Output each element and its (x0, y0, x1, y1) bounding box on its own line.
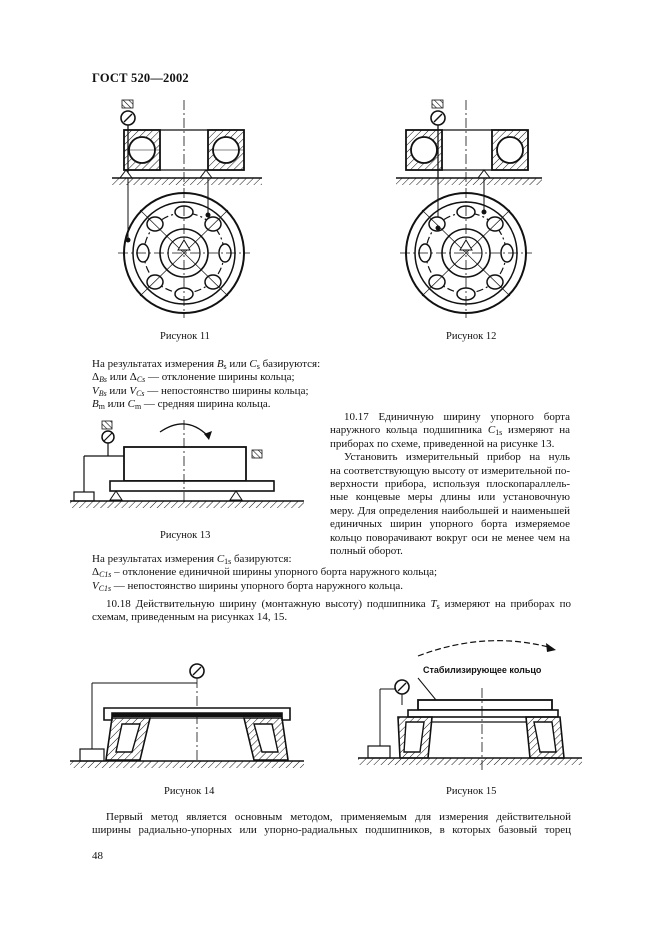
page-header-title: ГОСТ 520—2002 (92, 71, 189, 85)
block1-measurement-basis: На результатах измерения $B_s$ или $C_s$ базируются: $\Delta_{Bs}$ или $\Delta_{Cs}$ — отклонение ширины кольца; $V_{Bs}$ или $V_{Cs}$ — непостоянство ширины кольца; $B_m$ или $C_m$ — средняя ширина кольца. (92, 358, 321, 412)
caption-fig13: Рисунок 13 (160, 530, 211, 541)
caption-fig11: Рисунок 11 (160, 331, 210, 342)
fig13-drawing (70, 420, 304, 508)
fig11-bearing-section (112, 100, 262, 186)
fig15-stabilizing-ring-label: Стабилизирующее кольцо (423, 665, 542, 675)
section-10-18: 10.18 Действительную ширину (монтажную высоту) подшипника $T_s$ измеряют на приборах по схемам, приведенным на рисунках 14, 15. (92, 598, 571, 624)
fig12-plan-view (400, 178, 532, 318)
fig12-bearing-section (396, 100, 542, 186)
caption-fig12: Рисунок 12 (446, 331, 497, 342)
fig15-drawing (358, 641, 582, 770)
fig14-drawing (70, 664, 304, 768)
section-10-17: 10.17 Единичную ширину упорного борта наружного кольца подшипника $C_{1s}$ измеряют на приборах по схеме, приведенной на рисунке 13. Установить измерительный прибор на нуль на соответствующую высоту от измерительной по- верхности прибора, используя плоскопараллель- ные концевые меры длины или установочную меру. Для определения наибольшей и наименьшей единичных ширин упорного борта измеряемое кольцо поворачивают вокруг оси не менее чем на полный оборот. (330, 411, 570, 558)
caption-fig14: Рисунок 14 (164, 786, 215, 797)
page-number: 48 (92, 850, 103, 862)
caption-fig15: Рисунок 15 (446, 786, 497, 797)
bottom-paragraph: Первый метод является основным методом, применяемым для измерения действительной ширины радиально-упорных или упорно-радиальных подшипников, в которых базовый торец (92, 811, 571, 837)
fig11-plan-view (118, 178, 250, 318)
block2-measurement-basis: На результатах измерения $C_{1s}$ базируются: $\Delta_{C1s}$ – отклонение единичной ширины упорного борта наружного кольца; $V_{C1s}$ — непостоянство ширины упорного борта наружного кольца. (92, 553, 438, 593)
